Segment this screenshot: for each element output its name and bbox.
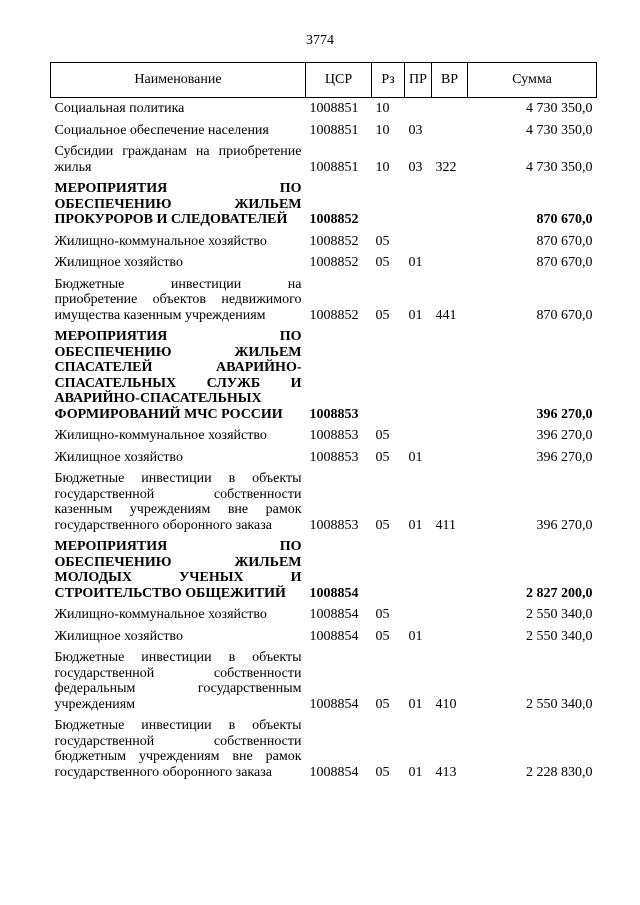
cell-vr: 413 — [435, 764, 457, 780]
cell-name: Жилищное хозяйство — [54, 255, 183, 270]
table-header-row — [51, 63, 597, 98]
cell-name: МЕРОПРИЯТИЯ ПО ОБЕСПЕЧЕНИЮ ЖИЛЬЕМ ПРОКУРОРОВ И СЛЕДОВАТЕЛЕЙ — [54, 181, 302, 227]
cell-sum: 870 670,0 — [536, 233, 593, 249]
cell-sum: 870 670,0 — [536, 212, 593, 227]
cell-pr — [405, 536, 432, 604]
table-row — [51, 231, 597, 253]
cell-rz: 05 — [375, 307, 390, 323]
cell-csr: 1008854 — [309, 607, 359, 622]
cell-vr — [432, 626, 468, 648]
cell-sum: 4 730 350,0 — [526, 122, 593, 138]
page-number: 3774 — [306, 33, 334, 48]
header-sum: Сумма — [468, 63, 597, 98]
table-row — [51, 447, 597, 469]
cell-vr: 411 — [435, 517, 456, 533]
cell-vr: 410 — [435, 696, 457, 712]
cell-rz: 05 — [375, 428, 390, 443]
cell-sum: 396 270,0 — [536, 428, 593, 443]
table-row — [51, 425, 597, 447]
cell-pr — [405, 178, 432, 231]
cell-rz — [372, 536, 405, 604]
table-row — [51, 120, 597, 142]
cell-csr: 1008854 — [309, 696, 359, 712]
cell-sum: 2 827 200,0 — [526, 585, 593, 601]
cell-name: МЕРОПРИЯТИЯ ПО ОБЕСПЕЧЕНИЮ ЖИЛЬЕМ СПАСАТЕЛЕЙ АВАРИЙНО-СПАСАТЕЛЬНЫХ СЛУЖБ И АВАРИЙНО-СПАСАТЕЛЬНЫХ ФОРМИРОВАНИЙ МЧС РОССИИ — [54, 329, 302, 422]
table-row — [51, 715, 597, 783]
cell-sum: 396 270,0 — [536, 406, 593, 422]
cell-name: Бюджетные инвестиции в объекты государственной собственности казенным учреждениям вне рамок государственного оборонного заказа — [54, 471, 302, 533]
cell-name: Бюджетные инвестиции в объекты государственной собственности федеральным государственным учреждениям — [54, 650, 302, 712]
budget-table — [50, 62, 597, 783]
cell-csr: 1008853 — [309, 406, 359, 422]
cell-rz: 05 — [375, 696, 390, 712]
cell-csr: 1008854 — [309, 585, 359, 601]
table-row — [51, 274, 597, 327]
cell-vr — [432, 326, 468, 425]
cell-vr — [432, 536, 468, 604]
cell-csr: 1008853 — [309, 517, 359, 533]
cell-pr: 01 — [408, 696, 423, 712]
cell-pr: 01 — [408, 628, 423, 644]
cell-name: МЕРОПРИЯТИЯ ПО ОБЕСПЕЧЕНИЮ ЖИЛЬЕМ МОЛОДЫХ УЧЕНЫХ И СТРОИТЕЛЬСТВО ОБЩЕЖИТИЙ — [54, 539, 302, 601]
cell-rz: 05 — [375, 233, 390, 249]
cell-sum: 2 550 340,0 — [526, 607, 593, 622]
cell-pr — [405, 604, 432, 626]
cell-rz: 10 — [375, 101, 390, 116]
cell-vr — [432, 178, 468, 231]
cell-sum: 4 730 350,0 — [526, 101, 593, 116]
cell-rz: 05 — [375, 628, 390, 644]
cell-pr: 01 — [408, 449, 423, 465]
cell-csr: 1008854 — [309, 628, 359, 644]
cell-sum: 2 550 340,0 — [526, 628, 593, 644]
cell-rz: 05 — [375, 517, 390, 533]
table-row — [51, 252, 597, 274]
cell-csr: 1008854 — [309, 764, 359, 780]
cell-pr: 01 — [408, 307, 423, 323]
header-pr: ПР — [405, 63, 432, 98]
cell-rz — [372, 178, 405, 231]
header-name: Наименование — [51, 63, 306, 98]
cell-sum: 396 270,0 — [536, 517, 593, 533]
table-row-section — [51, 326, 597, 425]
cell-vr: 322 — [435, 159, 457, 175]
cell-csr: 1008852 — [309, 307, 359, 323]
cell-csr: 1008853 — [309, 428, 359, 443]
cell-sum: 870 670,0 — [536, 307, 593, 323]
cell-vr: 441 — [435, 307, 457, 323]
cell-csr: 1008852 — [309, 212, 359, 227]
cell-rz: 05 — [375, 607, 390, 622]
header-rz: Рз — [372, 63, 405, 98]
cell-name: Социальное обеспечение населения — [54, 122, 269, 138]
header-csr: ЦСР — [306, 63, 372, 98]
cell-vr — [432, 120, 468, 142]
cell-sum: 870 670,0 — [536, 255, 593, 270]
cell-vr — [432, 447, 468, 469]
cell-pr: 01 — [408, 255, 423, 270]
cell-pr — [405, 231, 432, 253]
cell-pr: 03 — [408, 122, 423, 138]
cell-rz: 05 — [375, 255, 390, 270]
table-row — [51, 604, 597, 626]
cell-rz: 10 — [375, 122, 390, 138]
cell-sum: 2 550 340,0 — [526, 696, 593, 712]
cell-rz — [372, 326, 405, 425]
cell-name: Субсидии гражданам на приобретение жилья — [54, 144, 302, 175]
cell-vr — [432, 231, 468, 253]
cell-sum: 2 228 830,0 — [526, 764, 593, 780]
cell-vr — [432, 98, 468, 120]
cell-name: Жилищно-коммунальное хозяйство — [54, 607, 267, 622]
cell-rz: 05 — [375, 764, 390, 780]
cell-csr: 1008851 — [309, 101, 359, 116]
table-row — [51, 468, 597, 536]
cell-pr — [405, 425, 432, 447]
header-vr: ВР — [432, 63, 468, 98]
cell-pr — [405, 98, 432, 120]
cell-sum: 4 730 350,0 — [526, 159, 593, 175]
cell-rz: 05 — [375, 449, 390, 465]
table-row-section — [51, 536, 597, 604]
table-row — [51, 626, 597, 648]
cell-pr: 01 — [408, 764, 423, 780]
cell-pr — [405, 326, 432, 425]
cell-name: Бюджетные инвестиции в объекты государственной собственности бюджетным учреждениям вне рамок государственного оборонного заказа — [54, 718, 302, 780]
cell-csr: 1008852 — [309, 233, 359, 249]
cell-name: Жилищно-коммунальное хозяйство — [54, 233, 267, 249]
cell-name: Бюджетные инвестиции на приобретение объектов недвижимого имущества казенным учреждениям — [54, 276, 302, 323]
cell-rz: 10 — [375, 159, 390, 175]
cell-pr: 03 — [408, 159, 423, 175]
cell-csr: 1008851 — [309, 122, 359, 138]
table-row-section — [51, 178, 597, 231]
cell-vr — [432, 604, 468, 626]
cell-sum: 396 270,0 — [536, 449, 593, 465]
cell-csr: 1008852 — [309, 255, 359, 270]
cell-pr: 01 — [408, 517, 423, 533]
cell-vr — [432, 425, 468, 447]
cell-vr — [432, 252, 468, 274]
cell-name: Жилищное хозяйство — [54, 449, 183, 465]
cell-csr: 1008853 — [309, 449, 359, 465]
table-row — [51, 647, 597, 715]
cell-name: Социальная политика — [54, 101, 185, 116]
cell-name: Жилищное хозяйство — [54, 628, 183, 644]
cell-name: Жилищно-коммунальное хозяйство — [54, 428, 267, 443]
table-row — [51, 141, 597, 178]
cell-csr: 1008851 — [309, 159, 359, 175]
table-row — [51, 98, 597, 120]
